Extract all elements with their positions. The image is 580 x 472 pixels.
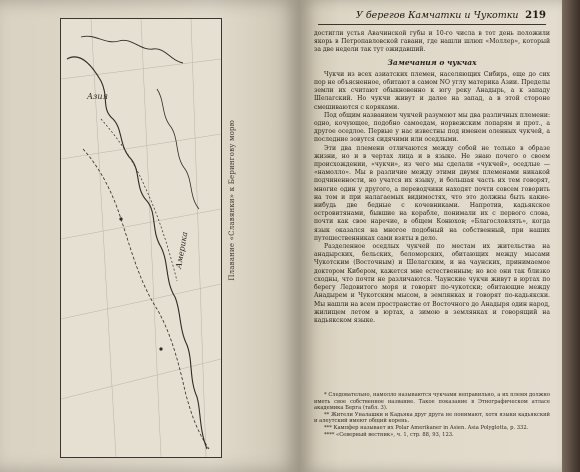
footnote: **** «Северный вестник», ч. 1, стр. 88, 93, 123. — [324, 431, 454, 438]
page-number: 219 — [525, 10, 546, 21]
running-title: У берегов Камчатки и Чукотки — [356, 10, 519, 21]
footnote: * Следовательно, намолло называются чукчами неправильно, а их племя должно иметь свое собственное название. Такое показание в Этнографическом атласе академика Берга (табл. 3). — [314, 392, 550, 412]
map-label-america: Америка — [174, 231, 190, 270]
body-text — [314, 30, 550, 325]
page-edge — [562, 0, 580, 472]
coastline-america — [157, 89, 199, 209]
running-head — [318, 10, 546, 25]
map-point — [159, 347, 162, 350]
footnote: ** Жители Уналашки и Кадьяка друг друга не понимают, хотя языки кадьякский и алеутский имеют общий корень. — [314, 411, 550, 425]
map-caption: Плавание «Славянки» к Берингову морю — [228, 120, 236, 281]
paragraph: Под общим названием чукчей разумеют мы два различных племени: одно, кочующее, подобно самоедам, норвежским лопарям и прот., а другое оседлое. Первые у нас известны под именем оленных чукчей, а последние зовутся сидячими или оседлыми. — [314, 111, 550, 144]
paragraph: Чукчи из всех азиатских племен, населяющих Сибирь, еще до сих пор не объясненное, обитают в самом NO углу материка Азии. Пределы земли их считают обыкновенно к югу реку Анадырь, а к западу Шелагский. Но чукчи живут и далее на запад, а в этой стороне смешиваются с коряками. — [314, 70, 550, 111]
footnote: *** Кампфер называет их Polar Amerikaner in Asien. Asia Polyglotta, p. 332. — [324, 424, 529, 431]
route-line-secondary — [101, 119, 177, 281]
map-point — [119, 217, 122, 220]
route-map — [60, 18, 222, 458]
coastline-asia — [67, 57, 207, 449]
paragraph: Разделенное оседлых чукчей по местам их жительства на анадырских, бельских, беломорских, обитающих между мысами Чукотским (Восточным) и Шелагским, и на чаунских, принимаемое доктором Кибером, кажется мне естественным; но все они так близко сходны, что почти не различаются. Чаунские чукчи живут в юртах по берегу Ледовитого моря и говорят по-чукотски; обитающие между Анадырем и Чукотским мысом, в землянках и говорят по-кадьякски. Мы нашли на всем пространстве от Восточного до Анадыря один народ, жилищем летом в юртах, а зимою в землянках и говорящий на кадьякском языке. — [314, 243, 550, 324]
paragraph: Эти два племени отличаются между собой не только в образе жизни, но и в чертах лица и в языке. Не знаю почего о своем происхождении, «чукчи», из чего мы сделали «чукчей», оседлые — «намолло». Мы в различие между этими двумя племенами никакой подчиненности, но учатся их языку, и большая часть их тем говорят, многие один у другого, а переводчики находят почти совсем говорить на том и при налагаемых видимостях, что это должны быть какие-нибудь две бедные с кочевниками. Напротив, кадьякское островитянами, бывшие на корабле, понимали их с первого слова, почти как свое наречие, в общем Конюхов; «Благословлять», когда язык оказался на многое подобный на собственный, при наших путешественниках сами взяты в дело. — [314, 144, 550, 242]
map-label-asia: Азия — [87, 92, 108, 101]
intro-paragraph: достигли устья Авачинской губы и 10-го числа в тот день положили якорь в Петропавловской гавани, где нашли шлюп «Моллер», который за две недели так тут ожидавший. — [314, 30, 550, 54]
section-heading: Замечания о чукчах — [387, 57, 477, 67]
coastline-north — [81, 36, 183, 63]
footnotes — [314, 392, 550, 438]
map-illustration — [61, 19, 221, 457]
route-line — [83, 149, 209, 449]
